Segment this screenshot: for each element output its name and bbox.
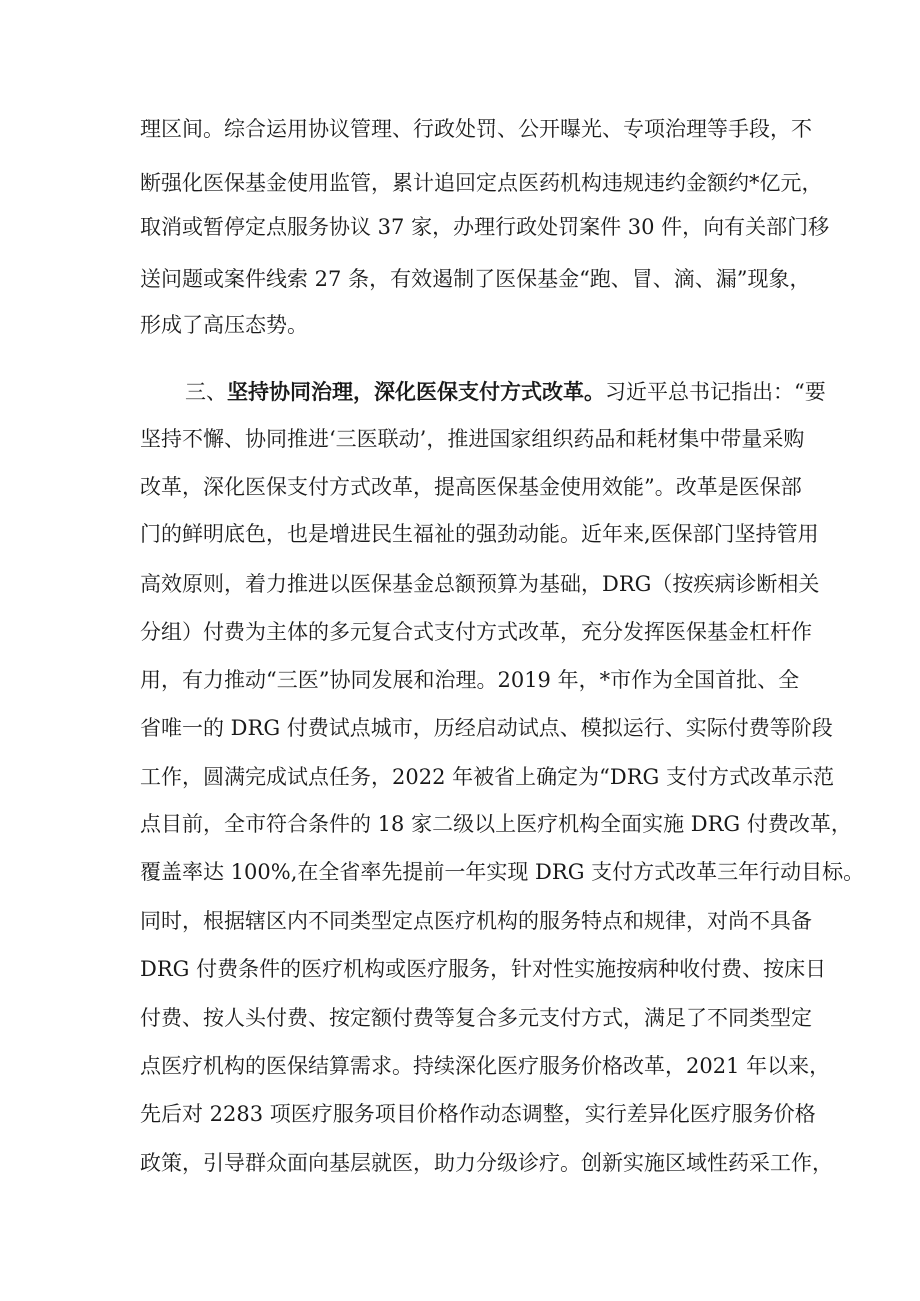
paragraph2-line-11: 覆盖率达 100%,在全省率先提前一年实现 DRG 支付方式改革三年行动目标。 [140, 860, 865, 884]
section-heading: 坚持协同治理，深化医保支付方式改革。 [227, 379, 605, 404]
paragraph2-line-14: 付费、按人头付费、按定额付费等复合多元支付方式，满足了不同类型定 [140, 1006, 812, 1030]
paragraph2-line-10: 点目前，全市符合条件的 18 家二级以上医疗机构全面实施 DRG 付费改革， [140, 812, 852, 836]
section-lead-text: 习近平总书记指出：“要 [605, 380, 826, 404]
paragraph2-line-4: 门的鲜明底色，也是增进民生福祉的强劲动能。近年来,医保部门坚持管用 [140, 522, 819, 546]
paragraph1-line-2: 断强化医保基金使用监管，累计追回定点医药机构违规违约金额约*亿元， [140, 171, 823, 195]
paragraph2-line-9: 工作，圆满完成试点任务，2022 年被省上确定为“DRG 支付方式改革示范 [140, 765, 834, 789]
paragraph2-line-2: 坚持不懈、协同推进‘三医联动’，推进国家组织药品和耗材集中带量采购 [140, 427, 805, 451]
section-number: 三、 [185, 380, 227, 404]
paragraph2-line-15: 点医疗机构的医保结算需求。持续深化医疗服务价格改革，2021 年以来， [140, 1054, 831, 1078]
paragraph2-line-12: 同时，根据辖区内不同类型定点医疗机构的服务特点和规律，对尚不具备 [140, 909, 812, 933]
paragraph2-line-6: 分组）付费为主体的多元复合式支付方式改革，充分发挥医保基金杠杆作 [140, 620, 812, 644]
paragraph2-line-8: 省唯一的 DRG 付费试点城市，历经启动试点、模拟运行、实际付费等阶段 [140, 716, 833, 740]
paragraph1-line-5: 形成了高压态势。 [140, 313, 308, 337]
paragraph1-line-1: 理区间。综合运用协议管理、行政处罚、公开曝光、专项治理等手段，不 [140, 117, 812, 141]
paragraph2-line-17: 政策，引导群众面向基层就医，助力分级诊疗。创新实施区域性药采工作， [140, 1151, 833, 1175]
paragraph2-line-5: 高效原则，着力推进以医保基金总额预算为基础，DRG（按疾病诊断相关 [140, 572, 820, 596]
paragraph1-line-3: 取消或暂停定点服务协议 37 家，办理行政处罚案件 30 件，向有关部门移 [140, 215, 830, 239]
paragraph2-line-1 [185, 377, 826, 407]
paragraph2-line-13: DRG 付费条件的医疗机构或医疗服务，针对性实施按病种收付费、按床日 [140, 957, 827, 981]
paragraph1-line-4: 送问题或案件线索 27 条，有效遏制了医保基金“跑、冒、滴、漏”现象， [140, 267, 811, 291]
paragraph2-line-16: 先后对 2283 项医疗服务项目价格作动态调整，实行差异化医疗服务价格 [140, 1102, 816, 1126]
paragraph2-line-7: 用，有力推动“三医”协同发展和治理。2019 年，*市作为全国首批、全 [140, 668, 800, 692]
paragraph2-line-3: 改革，深化医保支付方式改革，提高医保基金使用效能”。改革是医保部 [140, 475, 802, 499]
